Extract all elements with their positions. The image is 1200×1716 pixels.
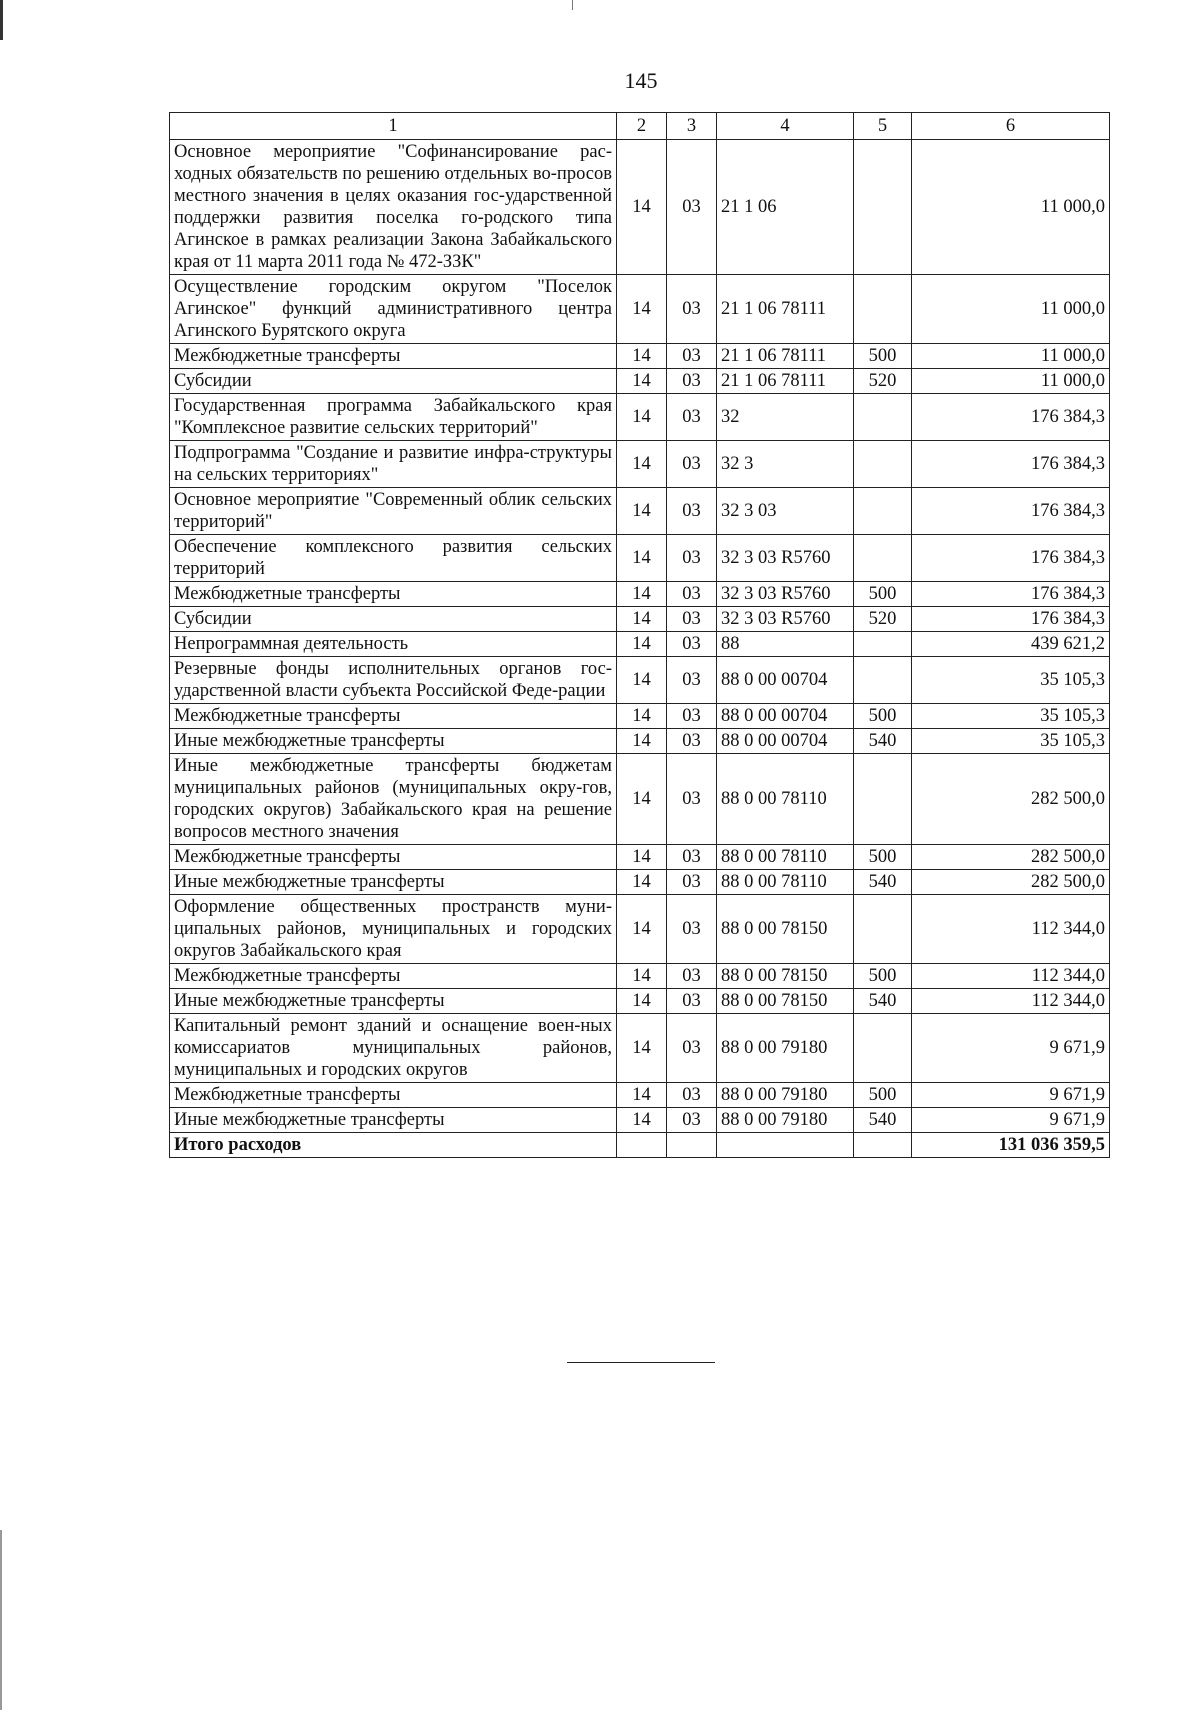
end-rule xyxy=(567,1362,715,1363)
cell-subsection: 03 xyxy=(667,488,717,535)
cell-expense-type: 500 xyxy=(854,344,912,369)
cell-expense-type: 500 xyxy=(854,704,912,729)
cell-description: Межбюджетные трансферты xyxy=(170,1083,617,1108)
table-row xyxy=(170,1014,1110,1083)
cell-expense-type xyxy=(854,632,912,657)
cell-section: 14 xyxy=(617,704,667,729)
cell-section: 14 xyxy=(617,275,667,344)
cell-description: Иные межбюджетные трансферты xyxy=(170,989,617,1014)
cell-subsection: 03 xyxy=(667,754,717,845)
cell-subsection: 03 xyxy=(667,1108,717,1133)
cell-description: Государственная программа Забайкальского края "Комплексное развитие сельских территорий" xyxy=(170,394,617,441)
table-row xyxy=(170,754,1110,845)
empty-cell xyxy=(854,1133,912,1158)
cell-expense-type xyxy=(854,488,912,535)
cell-description: Иные межбюджетные трансферты xyxy=(170,1108,617,1133)
cell-description: Межбюджетные трансферты xyxy=(170,704,617,729)
cell-target-article: 88 0 00 78110 xyxy=(717,870,854,895)
cell-expense-type xyxy=(854,140,912,275)
total-label: Итого расходов xyxy=(170,1133,617,1158)
empty-cell xyxy=(617,1133,667,1158)
cell-section: 14 xyxy=(617,1108,667,1133)
table-row xyxy=(170,394,1110,441)
cell-subsection: 03 xyxy=(667,657,717,704)
cell-target-article: 88 0 00 78110 xyxy=(717,754,854,845)
cell-description: Обеспечение комплексного развития сельских территорий xyxy=(170,535,617,582)
cell-amount: 176 384,3 xyxy=(912,582,1110,607)
cell-section: 14 xyxy=(617,369,667,394)
cell-section: 14 xyxy=(617,535,667,582)
cell-description: Иные межбюджетные трансферты бюджетам муниципальных районов (муниципальных окру-гов, городских округов) Забайкальского края на решение вопросов местного значения xyxy=(170,754,617,845)
cell-amount: 282 500,0 xyxy=(912,870,1110,895)
cell-section: 14 xyxy=(617,394,667,441)
cell-subsection: 03 xyxy=(667,535,717,582)
table-header-row xyxy=(170,113,1110,140)
cell-description: Иные межбюджетные трансферты xyxy=(170,870,617,895)
cell-subsection: 03 xyxy=(667,729,717,754)
cell-amount: 35 105,3 xyxy=(912,704,1110,729)
cell-expense-type xyxy=(854,1014,912,1083)
cell-expense-type xyxy=(854,275,912,344)
cell-section: 14 xyxy=(617,1083,667,1108)
cell-subsection: 03 xyxy=(667,344,717,369)
cell-subsection: 03 xyxy=(667,870,717,895)
cell-section: 14 xyxy=(617,870,667,895)
cell-amount: 112 344,0 xyxy=(912,989,1110,1014)
cell-target-article: 88 0 00 79180 xyxy=(717,1108,854,1133)
cell-target-article: 32 3 03 R5760 xyxy=(717,582,854,607)
cell-target-article: 88 0 00 00704 xyxy=(717,704,854,729)
cell-amount: 9 671,9 xyxy=(912,1083,1110,1108)
cell-section: 14 xyxy=(617,657,667,704)
table-row xyxy=(170,1108,1110,1133)
cell-subsection: 03 xyxy=(667,632,717,657)
total-row xyxy=(170,1133,1110,1158)
cell-expense-type xyxy=(854,754,912,845)
cell-target-article: 32 3 xyxy=(717,441,854,488)
total-value: 131 036 359,5 xyxy=(912,1133,1110,1158)
cell-target-article: 32 xyxy=(717,394,854,441)
header-cell-1: 1 xyxy=(170,113,617,140)
cell-amount: 11 000,0 xyxy=(912,140,1110,275)
cell-description: Капитальный ремонт зданий и оснащение воен-ных комиссариатов муниципальных районов, муниципальных и городских округов xyxy=(170,1014,617,1083)
cell-amount: 35 105,3 xyxy=(912,657,1110,704)
header-cell-3: 3 xyxy=(667,113,717,140)
cell-target-article: 32 3 03 xyxy=(717,488,854,535)
cell-description: Иные межбюджетные трансферты xyxy=(170,729,617,754)
cell-amount: 176 384,3 xyxy=(912,607,1110,632)
cell-description: Основное мероприятие "Софинансирование рас-ходных обязательств по решению отдельных во-просов местного значения в целях оказания гос-ударственной поддержки развития поселка го-родского типа Агинское в рамках реализации Закона Забайкальского края от 11 марта 2011 года № 472-ЗЗК" xyxy=(170,140,617,275)
cell-expense-type xyxy=(854,657,912,704)
cell-section: 14 xyxy=(617,895,667,964)
page-number: 145 xyxy=(624,68,658,93)
cell-subsection: 03 xyxy=(667,895,717,964)
cell-description: Резервные фонды исполнительных органов гос-ударственной власти субъекта Российской Феде-рации xyxy=(170,657,617,704)
cell-expense-type: 520 xyxy=(854,369,912,394)
table-row xyxy=(170,607,1110,632)
cell-expense-type xyxy=(854,535,912,582)
cell-section: 14 xyxy=(617,488,667,535)
budget-table xyxy=(169,112,1110,1158)
cell-amount: 9 671,9 xyxy=(912,1108,1110,1133)
empty-cell xyxy=(717,1133,854,1158)
cell-subsection: 03 xyxy=(667,704,717,729)
cell-subsection: 03 xyxy=(667,140,717,275)
cell-expense-type: 520 xyxy=(854,607,912,632)
cell-amount: 176 384,3 xyxy=(912,488,1110,535)
table-row xyxy=(170,369,1110,394)
cell-expense-type xyxy=(854,441,912,488)
cell-amount: 282 500,0 xyxy=(912,845,1110,870)
cell-target-article: 21 1 06 78111 xyxy=(717,344,854,369)
cell-subsection: 03 xyxy=(667,275,717,344)
cell-section: 14 xyxy=(617,582,667,607)
cell-section: 14 xyxy=(617,632,667,657)
table-row xyxy=(170,1083,1110,1108)
cell-section: 14 xyxy=(617,845,667,870)
cell-target-article: 88 0 00 78150 xyxy=(717,895,854,964)
cell-amount: 282 500,0 xyxy=(912,754,1110,845)
cell-section: 14 xyxy=(617,441,667,488)
cell-target-article: 21 1 06 xyxy=(717,140,854,275)
cell-subsection: 03 xyxy=(667,582,717,607)
cell-section: 14 xyxy=(617,754,667,845)
cell-description: Субсидии xyxy=(170,607,617,632)
table-row xyxy=(170,845,1110,870)
empty-cell xyxy=(667,1133,717,1158)
table-row xyxy=(170,535,1110,582)
cell-description: Межбюджетные трансферты xyxy=(170,845,617,870)
cell-description: Осуществление городским округом "Поселок Агинское" функций административного центра Агинского Бурятского округа xyxy=(170,275,617,344)
cell-section: 14 xyxy=(617,344,667,369)
cell-subsection: 03 xyxy=(667,441,717,488)
header-cell-2: 2 xyxy=(617,113,667,140)
table-row xyxy=(170,582,1110,607)
cell-target-article: 21 1 06 78111 xyxy=(717,369,854,394)
table-row xyxy=(170,657,1110,704)
cell-section: 14 xyxy=(617,140,667,275)
cell-expense-type xyxy=(854,394,912,441)
cell-subsection: 03 xyxy=(667,607,717,632)
table-row xyxy=(170,704,1110,729)
cell-amount: 11 000,0 xyxy=(912,275,1110,344)
cell-amount: 439 621,2 xyxy=(912,632,1110,657)
header-cell-4: 4 xyxy=(717,113,854,140)
table-row xyxy=(170,870,1110,895)
cell-amount: 112 344,0 xyxy=(912,964,1110,989)
scan-edge-mark xyxy=(0,1530,2,1710)
scan-edge-mark xyxy=(0,0,3,40)
cell-target-article: 88 0 00 78150 xyxy=(717,989,854,1014)
table-row xyxy=(170,275,1110,344)
cell-target-article: 21 1 06 78111 xyxy=(717,275,854,344)
cell-subsection: 03 xyxy=(667,845,717,870)
cell-subsection: 03 xyxy=(667,394,717,441)
cell-amount: 176 384,3 xyxy=(912,394,1110,441)
table-row xyxy=(170,729,1110,754)
cell-description: Непрограммная деятельность xyxy=(170,632,617,657)
cell-description: Основное мероприятие "Современный облик сельских территорий" xyxy=(170,488,617,535)
cell-description: Межбюджетные трансферты xyxy=(170,344,617,369)
cell-subsection: 03 xyxy=(667,989,717,1014)
cell-target-article: 32 3 03 R5760 xyxy=(717,607,854,632)
cell-expense-type: 540 xyxy=(854,729,912,754)
cell-expense-type: 540 xyxy=(854,1108,912,1133)
cell-amount: 11 000,0 xyxy=(912,344,1110,369)
cell-subsection: 03 xyxy=(667,1083,717,1108)
cell-expense-type xyxy=(854,895,912,964)
cell-subsection: 03 xyxy=(667,369,717,394)
cell-section: 14 xyxy=(617,729,667,754)
cell-section: 14 xyxy=(617,989,667,1014)
cell-target-article: 88 0 00 00704 xyxy=(717,729,854,754)
table-row xyxy=(170,441,1110,488)
table-row xyxy=(170,344,1110,369)
cell-target-article: 88 0 00 79180 xyxy=(717,1014,854,1083)
table-row xyxy=(170,632,1110,657)
cell-amount: 112 344,0 xyxy=(912,895,1110,964)
cell-expense-type: 500 xyxy=(854,845,912,870)
cell-target-article: 32 3 03 R5760 xyxy=(717,535,854,582)
table-row xyxy=(170,989,1110,1014)
header-cell-6: 6 xyxy=(912,113,1110,140)
scan-edge-mark xyxy=(572,0,573,10)
header-cell-5: 5 xyxy=(854,113,912,140)
table-row xyxy=(170,964,1110,989)
cell-description: Межбюджетные трансферты xyxy=(170,582,617,607)
table-row xyxy=(170,488,1110,535)
cell-target-article: 88 0 00 79180 xyxy=(717,1083,854,1108)
cell-subsection: 03 xyxy=(667,964,717,989)
cell-subsection: 03 xyxy=(667,1014,717,1083)
cell-expense-type: 500 xyxy=(854,1083,912,1108)
cell-description: Межбюджетные трансферты xyxy=(170,964,617,989)
cell-section: 14 xyxy=(617,1014,667,1083)
cell-expense-type: 500 xyxy=(854,582,912,607)
cell-section: 14 xyxy=(617,964,667,989)
cell-target-article: 88 0 00 00704 xyxy=(717,657,854,704)
cell-description: Оформление общественных пространств муни-ципальных районов, муниципальных и городских округов Забайкальского края xyxy=(170,895,617,964)
cell-amount: 176 384,3 xyxy=(912,535,1110,582)
cell-target-article: 88 xyxy=(717,632,854,657)
cell-target-article: 88 0 00 78150 xyxy=(717,964,854,989)
cell-expense-type: 540 xyxy=(854,989,912,1014)
cell-expense-type: 540 xyxy=(854,870,912,895)
cell-description: Субсидии xyxy=(170,369,617,394)
cell-description: Подпрограмма "Создание и развитие инфра-структуры на сельских территориях" xyxy=(170,441,617,488)
table-row xyxy=(170,895,1110,964)
cell-expense-type: 500 xyxy=(854,964,912,989)
cell-amount: 176 384,3 xyxy=(912,441,1110,488)
cell-amount: 9 671,9 xyxy=(912,1014,1110,1083)
table-row xyxy=(170,140,1110,275)
cell-target-article: 88 0 00 78110 xyxy=(717,845,854,870)
cell-amount: 35 105,3 xyxy=(912,729,1110,754)
cell-section: 14 xyxy=(617,607,667,632)
cell-amount: 11 000,0 xyxy=(912,369,1110,394)
